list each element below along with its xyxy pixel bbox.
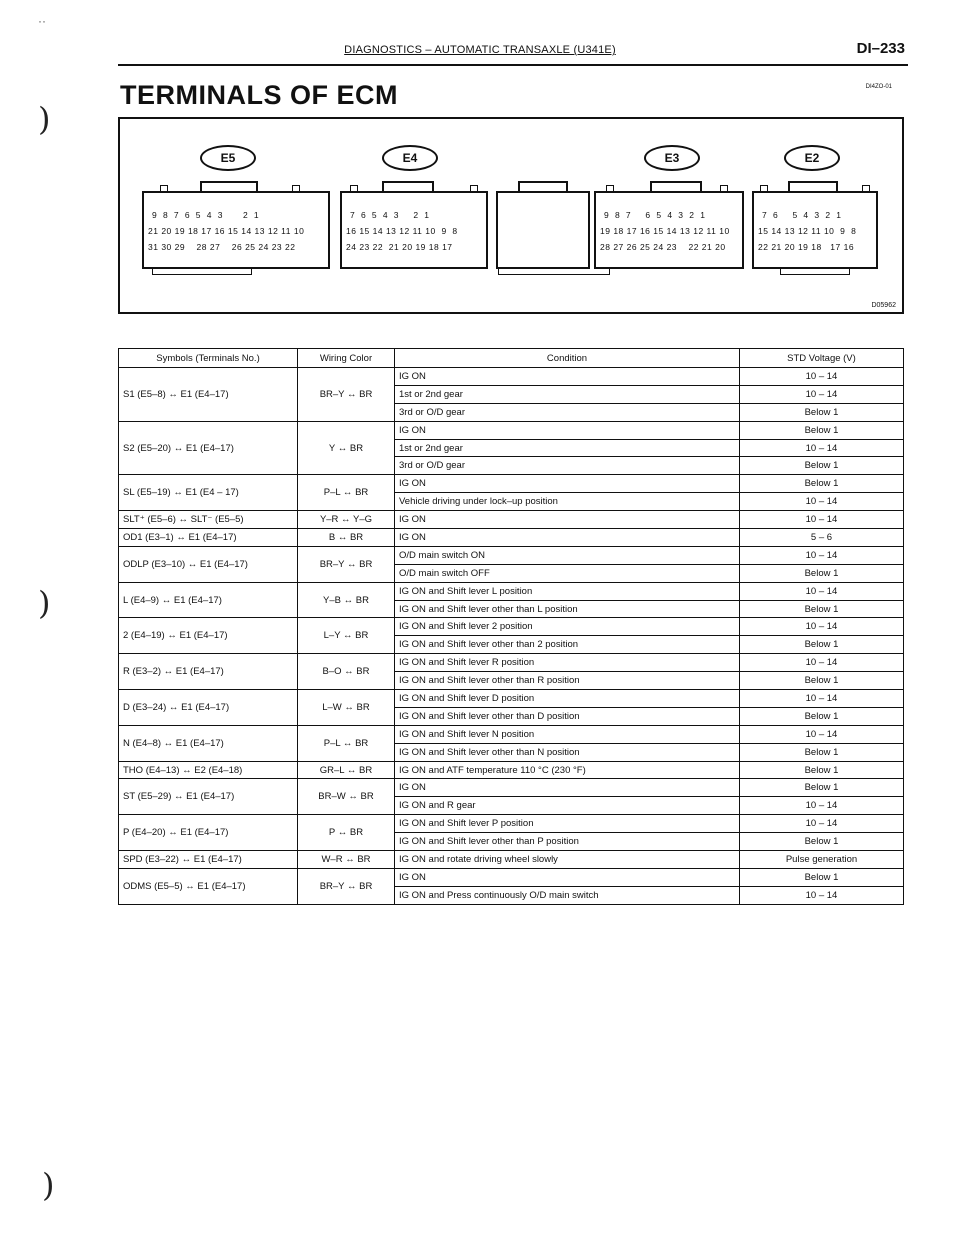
wiring-color: B ↔ BR [298,529,395,547]
wiring-color: L–W ↔ BR [298,690,395,726]
margin-bracket-2: ) [38,584,51,622]
table-body [119,368,904,905]
condition: 3rd or O/D gear [395,457,740,475]
std-voltage: Below 1 [740,600,904,618]
std-voltage: Below 1 [740,457,904,475]
connector-e4-tab-left [350,185,358,191]
connector-e2-clip [780,269,850,275]
connector-e3-row-3: 28 27 26 25 24 23 22 21 20 [600,242,726,252]
std-voltage: Below 1 [740,833,904,851]
connector-label-e4: E4 [382,145,438,171]
condition: IG ON and Shift lever R position [395,654,740,672]
terminal-symbol: S1 (E5–8) ↔ E1 (E4–17) [119,368,298,422]
connector-e4-latch [382,181,434,191]
connector-e4 [340,191,488,269]
condition: 3rd or O/D gear [395,403,740,421]
wiring-color: BR–W ↔ BR [298,779,395,815]
condition: IG ON [395,529,740,547]
condition: IG ON and Shift lever 2 position [395,618,740,636]
section-header [0,44,960,56]
connector-e3-row-2: 19 18 17 16 15 14 13 12 11 10 [600,226,730,236]
connector-e2-row-2: 15 14 13 12 11 10 9 8 [758,226,857,236]
connector-figure [118,117,904,314]
table-row [119,725,904,743]
header-condition: Condition [395,349,740,368]
document-code: DI4ZO-01 [865,84,892,90]
terminal-symbol: D (E3–24) ↔ E1 (E4–17) [119,690,298,726]
std-voltage: Below 1 [740,403,904,421]
std-voltage: 10 – 14 [740,725,904,743]
std-voltage: 10 – 14 [740,690,904,708]
terminal-symbol: R (E3–2) ↔ E1 (E4–17) [119,654,298,690]
table-row [119,529,904,547]
terminal-symbol: ODLP (E3–10) ↔ E1 (E4–17) [119,546,298,582]
connector-e2-latch [788,181,838,191]
table-row [119,368,904,386]
table-row [119,851,904,869]
condition: IG ON and Shift lever other than N position [395,743,740,761]
std-voltage: Below 1 [740,564,904,582]
condition: O/D main switch ON [395,546,740,564]
connector-e5-row-1: 9 8 7 6 5 4 3 2 1 [152,210,260,220]
std-voltage: Below 1 [740,636,904,654]
wiring-color: Y ↔ BR [298,421,395,475]
margin-dot: ·· [38,14,46,28]
condition: IG ON and Shift lever D position [395,690,740,708]
page-number: DI–233 [856,40,905,57]
std-voltage: Pulse generation [740,851,904,869]
wiring-color: BR–Y ↔ BR [298,368,395,422]
std-voltage: 10 – 14 [740,797,904,815]
wiring-color: P–L ↔ BR [298,475,395,511]
condition: IG ON [395,779,740,797]
connector-e4-row-3: 24 23 22 21 20 19 18 17 [346,242,453,252]
condition: 1st or 2nd gear [395,439,740,457]
page-title: TERMINALS OF ECM [120,80,398,110]
connector-e5-clip [152,269,252,275]
connector-e5 [142,191,330,269]
wiring-color: Y–R ↔ Y–G [298,511,395,529]
wiring-color: W–R ↔ BR [298,851,395,869]
condition: Vehicle driving under lock–up position [395,493,740,511]
std-voltage: Below 1 [740,421,904,439]
terminal-symbol: ODMS (E5–5) ↔ E1 (E4–17) [119,868,298,904]
table-row [119,582,904,600]
terminal-symbol: ST (E5–29) ↔ E1 (E4–17) [119,779,298,815]
condition: IG ON and Shift lever other than L position [395,600,740,618]
std-voltage: 10 – 14 [740,511,904,529]
std-voltage: 10 – 14 [740,493,904,511]
wiring-color: BR–Y ↔ BR [298,868,395,904]
std-voltage: 10 – 14 [740,368,904,386]
wiring-color: B–O ↔ BR [298,654,395,690]
terminal-symbol: SL (E5–19) ↔ E1 (E4 – 17) [119,475,298,511]
terminal-symbol: SLT⁺ (E5–6) ↔ SLT⁻ (E5–5) [119,511,298,529]
wiring-color: GR–L ↔ BR [298,761,395,779]
std-voltage: Below 1 [740,672,904,690]
table-row [119,761,904,779]
condition: IG ON and Shift lever other than D position [395,707,740,725]
figure-code: D05962 [871,302,896,309]
connector-e5-row-2: 21 20 19 18 17 16 15 14 13 12 11 10 [148,226,305,236]
connector-label-e3: E3 [644,145,700,171]
table-row [119,654,904,672]
condition: IG ON and Shift lever L position [395,582,740,600]
table-row [119,815,904,833]
connector-e5-tab-left [160,185,168,191]
connector-e3 [594,191,744,269]
connector-e3-latch [650,181,702,191]
std-voltage: 10 – 14 [740,439,904,457]
connector-e2-row-1: 7 6 5 4 3 2 1 [762,210,842,220]
terminal-symbol: 2 (E4–19) ↔ E1 (E4–17) [119,618,298,654]
connector-e4-row-1: 7 6 5 4 3 2 1 [350,210,430,220]
connector-e3-tab-left [606,185,614,191]
header-symbols: Symbols (Terminals No.) [119,349,298,368]
table-row [119,421,904,439]
std-voltage: 10 – 14 [740,385,904,403]
std-voltage: 10 – 14 [740,618,904,636]
table-header-row [119,349,904,368]
condition: 1st or 2nd gear [395,385,740,403]
condition: IG ON and Shift lever other than 2 position [395,636,740,654]
table-row [119,475,904,493]
connector-label-e2: E2 [784,145,840,171]
margin-bracket-3: ) [42,1166,55,1204]
condition: IG ON and Press continuously O/D main switch [395,886,740,904]
std-voltage: 10 – 14 [740,546,904,564]
connector-blank-section [496,191,590,269]
table-row [119,511,904,529]
terminal-symbol: S2 (E5–20) ↔ E1 (E4–17) [119,421,298,475]
table-row [119,868,904,886]
condition: IG ON and Shift lever other than R position [395,672,740,690]
connector-e2 [752,191,878,269]
connector-e2-tab-right [862,185,870,191]
std-voltage: Below 1 [740,761,904,779]
connector-e4-row-2: 16 15 14 13 12 11 10 9 8 [346,226,458,236]
std-voltage: 10 – 14 [740,582,904,600]
condition: IG ON [395,368,740,386]
condition: IG ON [395,475,740,493]
condition: IG ON and Shift lever P position [395,815,740,833]
margin-bracket-1: ) [38,100,51,138]
terminal-table [118,348,904,905]
terminal-symbol: L (E4–9) ↔ E1 (E4–17) [119,582,298,618]
std-voltage: 5 – 6 [740,529,904,547]
std-voltage: Below 1 [740,868,904,886]
connector-e4-tab-right [470,185,478,191]
connector-blank-latch [518,181,568,191]
condition: IG ON and Shift lever other than P position [395,833,740,851]
connector-e5-tab-right [292,185,300,191]
std-voltage: Below 1 [740,475,904,493]
connector-center-clip [498,269,610,275]
connector-e2-row-3: 22 21 20 19 18 17 16 [758,242,855,252]
table-row [119,690,904,708]
connector-label-e5: E5 [200,145,256,171]
terminal-symbol: N (E4–8) ↔ E1 (E4–17) [119,725,298,761]
connector-e5-latch [200,181,258,191]
connector-e3-tab-right [720,185,728,191]
condition: IG ON [395,421,740,439]
condition: IG ON and rotate driving wheel slowly [395,851,740,869]
connector-e3-row-1: 9 8 7 6 5 4 3 2 1 [604,210,706,220]
connector-e2-tab-left [760,185,768,191]
terminal-symbol: THO (E4–13) ↔ E2 (E4–18) [119,761,298,779]
header-wiring-color: Wiring Color [298,349,395,368]
std-voltage: Below 1 [740,707,904,725]
condition: IG ON and ATF temperature 110 °C (230 °F) [395,761,740,779]
condition: IG ON [395,511,740,529]
terminal-symbol: SPD (E3–22) ↔ E1 (E4–17) [119,851,298,869]
terminal-symbol: OD1 (E3–1) ↔ E1 (E4–17) [119,529,298,547]
wiring-color: P ↔ BR [298,815,395,851]
condition: IG ON and R gear [395,797,740,815]
header-rule [118,64,908,66]
wiring-color: Y–B ↔ BR [298,582,395,618]
table-row [119,618,904,636]
connector-e5-row-3: 31 30 29 28 27 26 25 24 23 22 [148,242,296,252]
condition: O/D main switch OFF [395,564,740,582]
table-row [119,546,904,564]
std-voltage: 10 – 14 [740,886,904,904]
section-header-text: DIAGNOSTICS – AUTOMATIC TRANSAXLE (U341E) [344,44,616,56]
std-voltage: 10 – 14 [740,654,904,672]
wiring-color: P–L ↔ BR [298,725,395,761]
wiring-color: L–Y ↔ BR [298,618,395,654]
header-std-voltage: STD Voltage (V) [740,349,904,368]
condition: IG ON and Shift lever N position [395,725,740,743]
terminal-symbol: P (E4–20) ↔ E1 (E4–17) [119,815,298,851]
std-voltage: 10 – 14 [740,815,904,833]
wiring-color: BR–Y ↔ BR [298,546,395,582]
std-voltage: Below 1 [740,779,904,797]
std-voltage: Below 1 [740,743,904,761]
condition: IG ON [395,868,740,886]
table-row [119,779,904,797]
